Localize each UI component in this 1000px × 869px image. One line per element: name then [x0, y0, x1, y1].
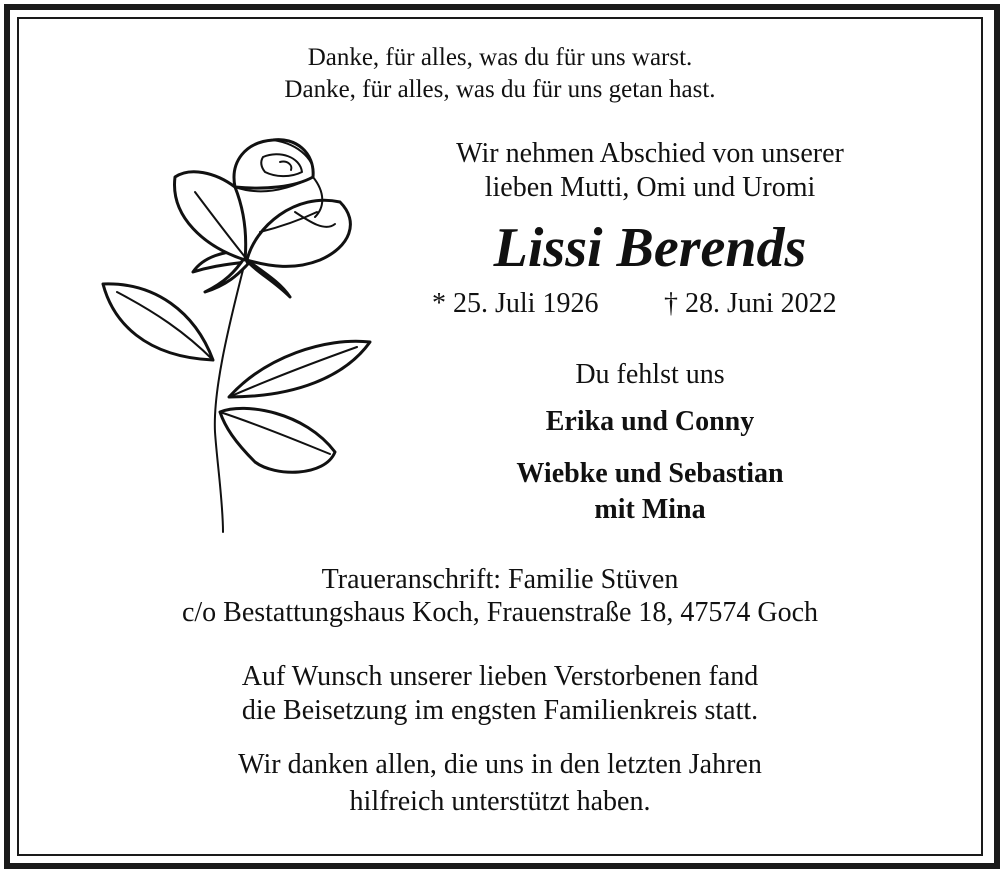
- death-date: † 28. Juni 2022: [664, 288, 837, 319]
- notice-line-2: die Beisetzung im engsten Familienkreis statt.: [241, 695, 759, 726]
- missed-line: Du fehlst uns: [575, 359, 725, 390]
- intro-line-1: Wir nehmen Abschied von unserer: [456, 138, 844, 169]
- notice-line-1: Auf Wunsch unserer lieben Verstorbenen fand: [241, 661, 759, 692]
- burial-notice: [60, 660, 940, 728]
- address-line-1: Traueranschrift: Familie Stüven: [321, 564, 679, 595]
- motto-line-2: Danke, für alles, was du für uns getan hast.: [284, 76, 716, 103]
- mourner-family-2: [380, 456, 920, 528]
- intro-line-2: lieben Mutti, Omi und Uromi: [484, 172, 816, 203]
- mourner-family-2-line-2: mit Mina: [594, 494, 706, 525]
- rose-icon: [95, 132, 380, 537]
- mourner-family-2-line-1: Wiebke und Sebastian: [516, 458, 784, 489]
- thanks-line-1: Wir danken allen, die uns in den letzten Jahren: [238, 749, 762, 780]
- motto-quote: [100, 42, 900, 106]
- mourning-address: [60, 563, 940, 629]
- mourner-family-1: Erika und Conny: [545, 406, 755, 437]
- thanks-line-2: hilfreich unterstützt haben.: [349, 786, 651, 817]
- farewell-intro: [380, 137, 920, 205]
- birth-date: * 25. Juli 1926: [432, 288, 599, 319]
- address-line-2: c/o Bestattungshaus Koch, Frauenstraße 18, 47574 Goch: [181, 597, 819, 628]
- thanks-note: [60, 746, 940, 820]
- deceased-name: Lissi Berends: [493, 217, 807, 279]
- motto-line-1: Danke, für alles, was du für uns warst.: [307, 44, 693, 71]
